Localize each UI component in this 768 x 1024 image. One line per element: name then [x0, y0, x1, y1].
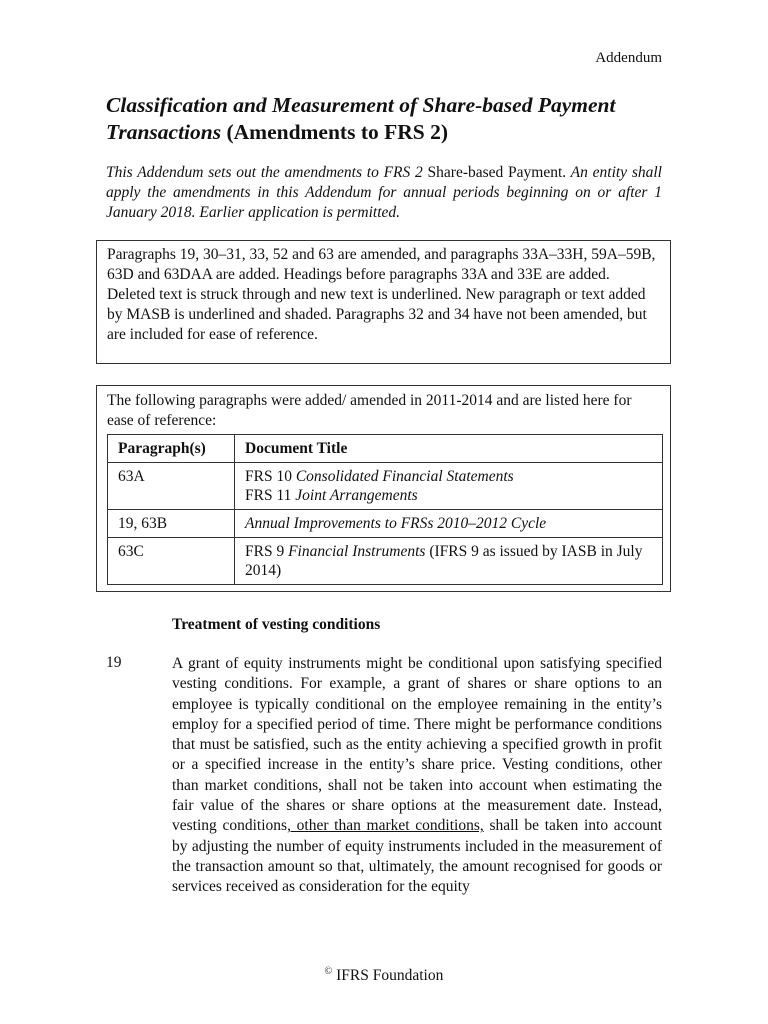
- doc-name: Consolidated Financial Statements: [295, 468, 514, 485]
- table-cell-paragraph: 19, 63B: [108, 510, 235, 538]
- amendment-note-text: Paragraphs 19, 30–31, 33, 52 and 63 are amended, and paragraphs 33A–33H, 59A–59B, 63D and 63DAA are added. Headings before paragraphs 33A and 33E are added. Deleted text is struck through and new text is underlined. New paragraph or text added by MASB is underlined and shaded. Paragraphs 32 and 34 have not been amended, but are included for ease of reference.: [107, 246, 656, 343]
- table-cell-paragraph: 63A: [108, 463, 235, 510]
- paragraph-underlined-text: , other than market conditions,: [287, 817, 484, 835]
- title-italic: Classification and Measurement of Share-based Payment Transactions: [106, 93, 616, 144]
- intro-standard-name: Share-based Payment.: [427, 164, 567, 181]
- page-title: [106, 92, 686, 146]
- table-row: [108, 538, 663, 585]
- doc-name: Financial Instruments: [288, 543, 426, 560]
- paragraph-text-a: A grant of equity instruments might be conditional upon satisfying specified vesting conditions. For example, a grant of shares or share options to an employee is typically conditional on the employee remaining in the entity’s employ for a specified period of time. There might be performance conditions that must be satisfied, such as the entity achieving a specified growth in profit or a specified increase in the entity’s share price. Vesting conditions, other than market conditions, shall not be taken into account when estimating the fair value of the shares or share options at the measurement date. Instead, vesting conditions: [172, 655, 662, 835]
- paragraph-number: 19: [106, 654, 122, 671]
- copyright-symbol: ©: [324, 966, 333, 977]
- reference-intro: The following paragraphs were added/ amended in 2011-2014 and are listed here for ease of reference:: [107, 392, 632, 429]
- col-header-paragraphs: Paragraph(s): [108, 435, 235, 463]
- running-header: Addendum: [595, 50, 662, 66]
- table-cell-title: [235, 463, 663, 510]
- doc-code: FRS 9: [245, 543, 285, 560]
- page-footer: [0, 966, 768, 985]
- amendment-note-box: [96, 240, 671, 364]
- table-row: [108, 510, 663, 538]
- paragraph-text-b: shall be taken into account by adjusting the number of equity instruments included in the measurement of the transaction amount so that, ultimately, the amount recognised for goods or services received as consideration for the equity: [172, 817, 663, 896]
- doc-note: (IFRS 9 as issued by IASB in July 2014): [245, 543, 643, 579]
- col-header-document-title: Document Title: [235, 435, 663, 463]
- table-cell-title: Annual Improvements to FRSs 2010–2012 Cycle: [235, 510, 663, 538]
- reference-box: [96, 385, 671, 592]
- doc-name: Joint Arrangements: [295, 487, 418, 504]
- intro-part2: An entity shall apply the amendments in this Addendum for annual periods beginning on or after 1 January 2018. Earlier application is permitted.: [106, 164, 662, 221]
- table-cell-paragraph: 63C: [108, 538, 235, 585]
- paragraph-body: [172, 654, 662, 898]
- doc-code: FRS 11: [245, 487, 292, 504]
- reference-table: [107, 434, 663, 585]
- table-header-row: [108, 435, 663, 463]
- title-bold: (Amendments to FRS 2): [226, 120, 449, 144]
- section-heading: Treatment of vesting conditions: [172, 616, 381, 633]
- table-cell-title: [235, 538, 663, 585]
- intro-paragraph: [106, 163, 662, 223]
- doc-code: FRS 10: [245, 468, 292, 485]
- table-row: [108, 463, 663, 510]
- footer-text: IFRS Foundation: [336, 967, 444, 985]
- intro-part1: This Addendum sets out the amendments to FRS 2: [106, 164, 423, 181]
